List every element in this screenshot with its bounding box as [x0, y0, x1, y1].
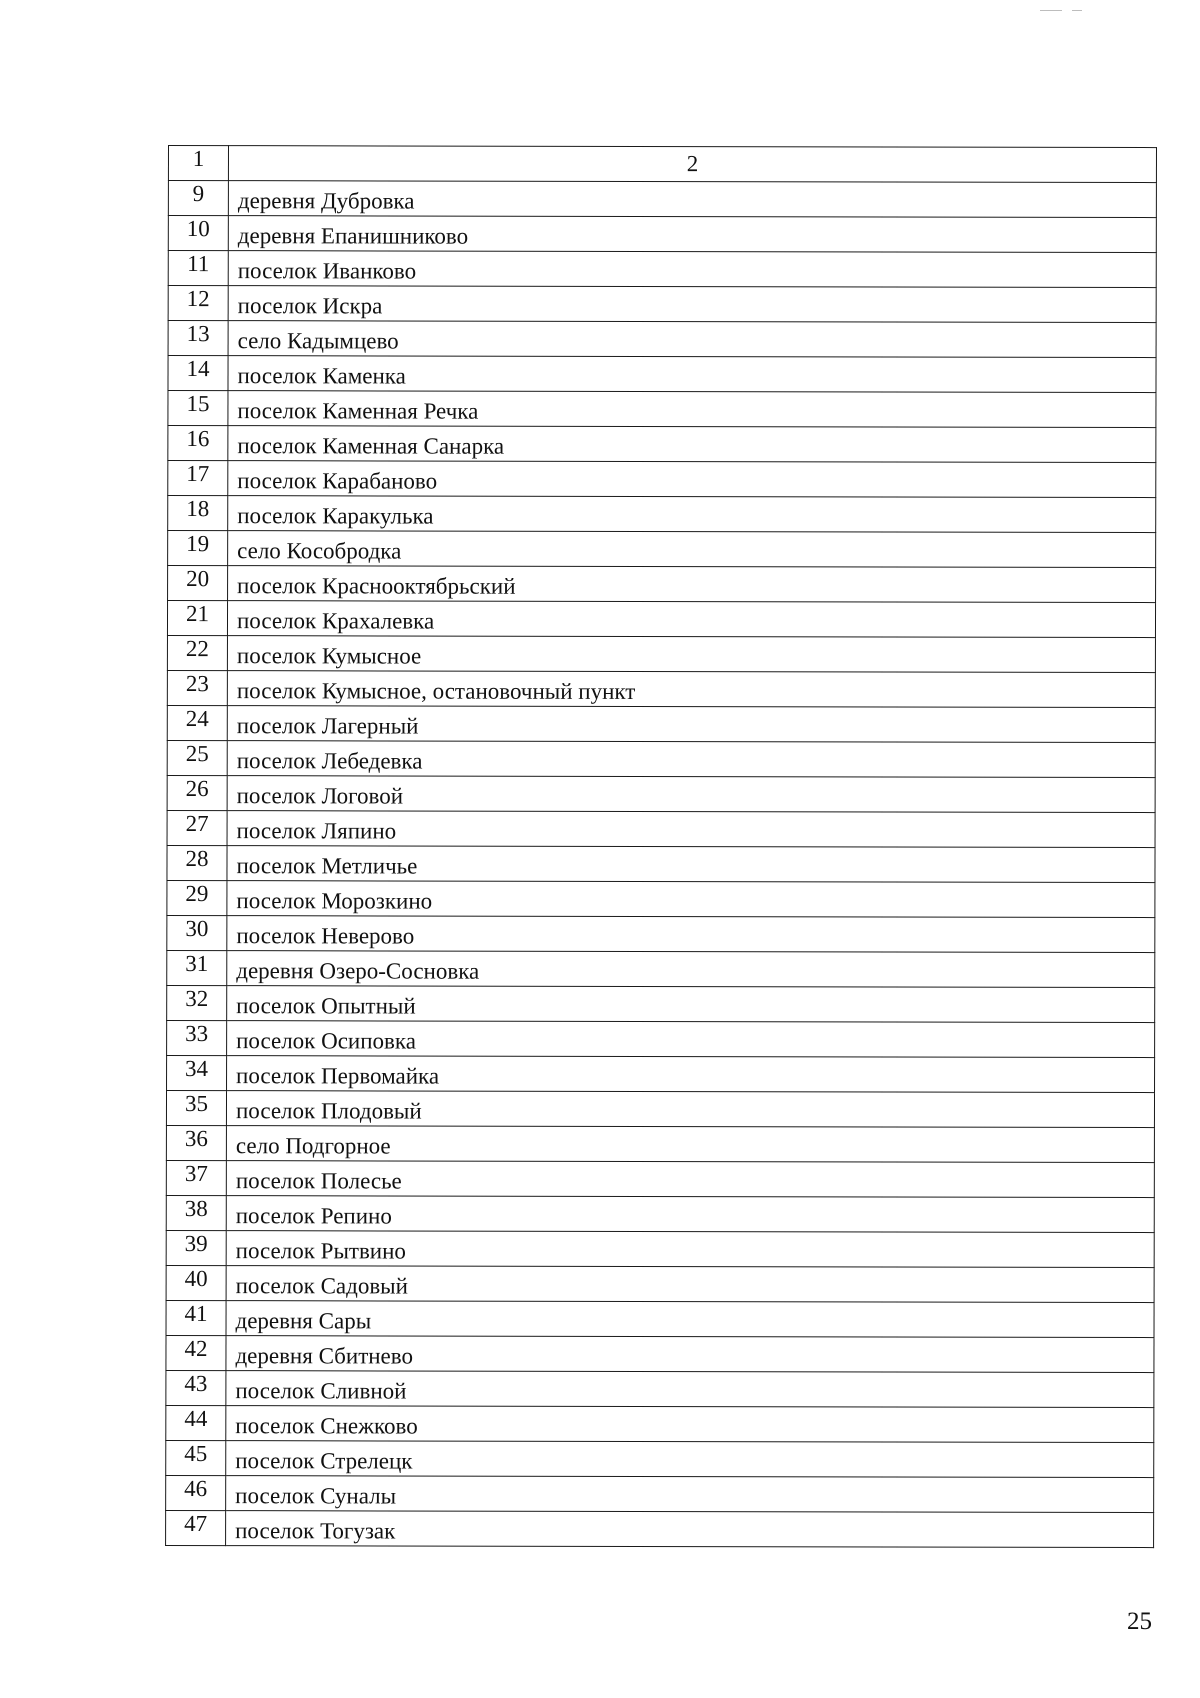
settlement-name: поселок Ляпино: [236, 818, 397, 844]
row-number: 40: [184, 1266, 208, 1292]
table-row: [167, 1020, 1155, 1057]
row-number-cell: [166, 1195, 226, 1230]
settlement-name: поселок Кумысное: [236, 643, 422, 669]
row-number-cell: [167, 705, 227, 740]
table-row: [168, 181, 1156, 218]
settlement-name-cell: [226, 1336, 1154, 1373]
row-number: 9: [192, 181, 205, 207]
row-number-cell: [166, 1230, 226, 1265]
settlement-name-cell: [227, 916, 1155, 953]
settlement-name: поселок Репино: [235, 1203, 392, 1229]
settlement-name: поселок Крахалевка: [236, 608, 435, 634]
row-number-cell: [166, 1440, 226, 1475]
row-number-cell: [167, 775, 227, 810]
row-number-cell: [168, 321, 228, 356]
settlement-name-cell: [227, 1021, 1155, 1058]
row-number-cell: [166, 1300, 226, 1335]
settlement-name-cell: [226, 1441, 1154, 1478]
table-row: [166, 1510, 1154, 1547]
settlement-name: село Кадымцево: [237, 328, 399, 354]
settlement-name-cell: [228, 321, 1156, 358]
settlement-name-cell: [226, 1406, 1154, 1443]
settlement-name: село Кособродка: [237, 538, 402, 564]
settlement-name-cell: [228, 251, 1156, 288]
row-number: 46: [184, 1476, 208, 1502]
row-number: 21: [185, 601, 210, 627]
row-number-cell: [168, 496, 228, 531]
settlement-name: поселок Садовый: [235, 1273, 408, 1299]
settlement-name-cell: [227, 951, 1155, 988]
settlement-name-cell: [227, 741, 1155, 778]
row-number-cell: [166, 1265, 226, 1300]
settlement-name: поселок Первомайка: [236, 1063, 440, 1089]
table-row: [167, 670, 1155, 707]
row-number: 16: [186, 426, 210, 452]
row-number: 12: [186, 286, 210, 312]
row-number: 30: [185, 916, 209, 942]
row-number: 36: [184, 1126, 208, 1152]
row-number-cell: [168, 531, 228, 566]
row-number: 38: [184, 1196, 208, 1222]
settlement-name-cell: [228, 391, 1156, 428]
settlement-name-cell: [226, 1126, 1154, 1163]
settlement-name-cell: [227, 846, 1155, 883]
settlement-name: поселок Каменная Санарка: [237, 433, 505, 459]
table-header-row: [168, 146, 1156, 183]
row-number: 47: [184, 1511, 208, 1537]
row-number: 26: [185, 776, 209, 802]
row-number-cell: [167, 1055, 227, 1090]
settlement-name-cell: [226, 1371, 1154, 1408]
settlement-name: деревня Озеро-Сосновка: [236, 958, 480, 984]
row-number: 11: [187, 251, 210, 277]
row-number-cell: [168, 216, 228, 251]
row-number-cell: [167, 985, 227, 1020]
row-number-cell: [167, 950, 227, 985]
settlement-name: поселок Каменка: [237, 363, 406, 389]
table-row: [166, 1265, 1154, 1302]
row-number-cell: [167, 636, 227, 671]
settlement-name: поселок Лебедевка: [236, 748, 423, 774]
settlement-name: поселок Каменная Речка: [237, 398, 479, 424]
settlement-name-cell: [228, 426, 1156, 463]
table-row: [167, 740, 1155, 777]
row-number-cell: [166, 1510, 226, 1545]
row-number: 41: [184, 1301, 208, 1327]
row-number-cell: [167, 880, 227, 915]
row-number: 34: [185, 1056, 209, 1082]
row-number: 28: [185, 846, 209, 872]
settlement-name-cell: [227, 671, 1155, 708]
table-row: [166, 1370, 1154, 1407]
settlement-name: поселок Логовой: [236, 783, 404, 809]
row-number: 24: [185, 706, 209, 732]
row-number-cell: [167, 915, 227, 950]
settlement-name: деревня Сбитнево: [235, 1343, 414, 1369]
table-row: [167, 705, 1155, 742]
row-number-cell: [168, 461, 228, 496]
row-number-cell: [168, 286, 228, 321]
table-row: [166, 1300, 1154, 1337]
settlement-name: поселок Карабаново: [237, 468, 438, 494]
settlement-name-cell: [227, 811, 1155, 848]
row-number-cell: [166, 1405, 226, 1440]
settlement-name: поселок Лагерный: [236, 713, 419, 739]
settlement-name: поселок Искра: [237, 293, 383, 319]
settlement-name: поселок Полесье: [235, 1168, 402, 1194]
table-body: [166, 146, 1157, 1548]
settlement-name: поселок Каракулька: [237, 503, 434, 529]
row-number-cell: [166, 1335, 226, 1370]
table-row: [166, 1405, 1154, 1442]
header-number-label: 1: [192, 146, 205, 172]
header-name-label: 2: [686, 151, 699, 177]
table-row: [168, 251, 1156, 288]
settlement-name: поселок Рытвино: [235, 1238, 406, 1264]
row-number: 19: [186, 531, 210, 557]
settlement-name-cell: [227, 601, 1155, 638]
table-row: [168, 216, 1156, 253]
row-number: 45: [184, 1441, 208, 1467]
settlement-name-cell: [226, 1301, 1154, 1338]
row-number: 35: [184, 1091, 209, 1117]
settlement-name: поселок Снежково: [235, 1413, 418, 1439]
table-row: [166, 1475, 1154, 1512]
row-number-cell: [167, 810, 227, 845]
settlement-name-cell: [227, 1056, 1155, 1093]
page-number: 25: [1127, 1608, 1152, 1635]
table-row: [168, 531, 1156, 568]
table-row: [167, 1055, 1155, 1092]
settlement-name: деревня Дубровка: [237, 188, 415, 214]
settlements-table: [165, 145, 1157, 1548]
settlement-name-cell: [228, 566, 1156, 603]
settlement-name: поселок Осиповка: [236, 1028, 416, 1054]
row-number: 32: [185, 986, 209, 1012]
settlement-name-cell: [226, 1091, 1154, 1128]
table-row: [166, 1125, 1154, 1162]
row-number: 18: [186, 496, 210, 522]
row-number: 17: [186, 461, 210, 487]
settlement-name-cell: [227, 881, 1155, 918]
row-number-cell: [166, 1160, 226, 1195]
table-row: [167, 601, 1155, 638]
table-row: [166, 1090, 1154, 1127]
table-row: [166, 1195, 1154, 1232]
settlement-name: поселок Суналы: [235, 1483, 397, 1509]
settlement-name-cell: [227, 776, 1155, 813]
table-row: [167, 985, 1155, 1022]
table-row: [168, 391, 1156, 428]
settlement-name: поселок Неверово: [236, 923, 415, 949]
row-number: 29: [185, 881, 209, 907]
settlement-name-cell: [228, 181, 1156, 218]
settlement-name: поселок Сливной: [235, 1378, 407, 1404]
row-number: 25: [185, 741, 209, 767]
row-number-cell: [167, 670, 227, 705]
row-number-cell: [167, 845, 227, 880]
settlement-name: поселок Краснооктябрьский: [237, 573, 516, 599]
settlement-name-cell: [228, 356, 1156, 393]
row-number: 43: [184, 1371, 208, 1397]
table-row: [167, 950, 1155, 987]
table-row: [166, 1160, 1154, 1197]
settlement-name: поселок Метличье: [236, 853, 418, 879]
settlement-name: поселок Кумысное, остановочный пункт: [236, 678, 636, 704]
table-row: [167, 636, 1155, 673]
row-number-cell: [168, 356, 228, 391]
row-number: 39: [184, 1231, 208, 1257]
row-number-cell: [168, 426, 228, 461]
table-row: [168, 566, 1156, 603]
settlement-name: деревня Епанишниково: [237, 223, 469, 249]
table-row: [167, 880, 1155, 917]
settlement-name-cell: [228, 286, 1156, 323]
settlement-name: село Подгорное: [235, 1133, 391, 1159]
settlement-name-cell: [228, 216, 1156, 253]
row-number-cell: [166, 1090, 226, 1125]
row-number-cell: [168, 181, 228, 216]
row-number-cell: [167, 740, 227, 775]
settlement-name: деревня Сары: [235, 1308, 372, 1334]
row-number: 31: [185, 951, 209, 977]
table-row: [168, 356, 1156, 393]
settlement-name: поселок Опытный: [236, 993, 416, 1019]
row-number-cell: [166, 1475, 226, 1510]
table-row: [168, 286, 1156, 323]
scan-artifact: [1040, 10, 1062, 11]
settlement-name-cell: [228, 531, 1156, 568]
row-number: 37: [184, 1161, 208, 1187]
header-cell-number: [168, 146, 228, 181]
table-row: [166, 1335, 1154, 1372]
row-number-cell: [167, 601, 227, 636]
row-number: 42: [184, 1336, 208, 1362]
settlement-name-cell: [228, 461, 1156, 498]
settlement-name-cell: [226, 1231, 1154, 1268]
settlement-name-cell: [226, 1161, 1154, 1198]
row-number-cell: [167, 1020, 227, 1055]
settlement-name-cell: [227, 706, 1155, 743]
row-number-cell: [168, 391, 228, 426]
row-number: 10: [186, 216, 210, 242]
table-row: [167, 810, 1155, 847]
settlement-name: поселок Стрелецк: [235, 1448, 413, 1474]
row-number: 33: [185, 1021, 209, 1047]
row-number: 27: [185, 811, 209, 837]
row-number-cell: [166, 1370, 226, 1405]
row-number: 22: [185, 636, 209, 662]
table-row: [166, 1440, 1154, 1477]
settlement-name-cell: [226, 1511, 1154, 1548]
row-number-cell: [166, 1125, 226, 1160]
settlement-name-cell: [226, 1266, 1154, 1303]
table-row: [166, 1230, 1154, 1267]
table-row: [168, 461, 1156, 498]
settlement-name: поселок Тогузак: [235, 1518, 396, 1544]
scan-artifact: [1072, 10, 1082, 11]
row-number-cell: [168, 251, 228, 286]
table-row: [168, 426, 1156, 463]
row-number: 15: [186, 391, 210, 417]
table-row: [168, 496, 1156, 533]
row-number: 13: [186, 321, 210, 347]
settlement-name: поселок Плодовый: [235, 1098, 422, 1124]
header-cell-name: [228, 146, 1156, 183]
settlement-name: поселок Иванково: [237, 258, 417, 284]
table-row: [167, 915, 1155, 952]
table-row: [167, 775, 1155, 812]
row-number-cell: [168, 566, 228, 601]
settlement-name-cell: [226, 1476, 1154, 1513]
settlement-name: поселок Морозкино: [236, 888, 433, 914]
row-number: 23: [185, 671, 209, 697]
row-number: 20: [186, 566, 210, 592]
table-row: [167, 845, 1155, 882]
settlement-name-cell: [228, 496, 1156, 533]
settlement-name-cell: [226, 1196, 1154, 1233]
table-row: [168, 321, 1156, 358]
row-number: 14: [186, 356, 210, 382]
settlement-name-cell: [227, 986, 1155, 1023]
row-number: 44: [184, 1406, 208, 1432]
settlement-name-cell: [227, 636, 1155, 673]
